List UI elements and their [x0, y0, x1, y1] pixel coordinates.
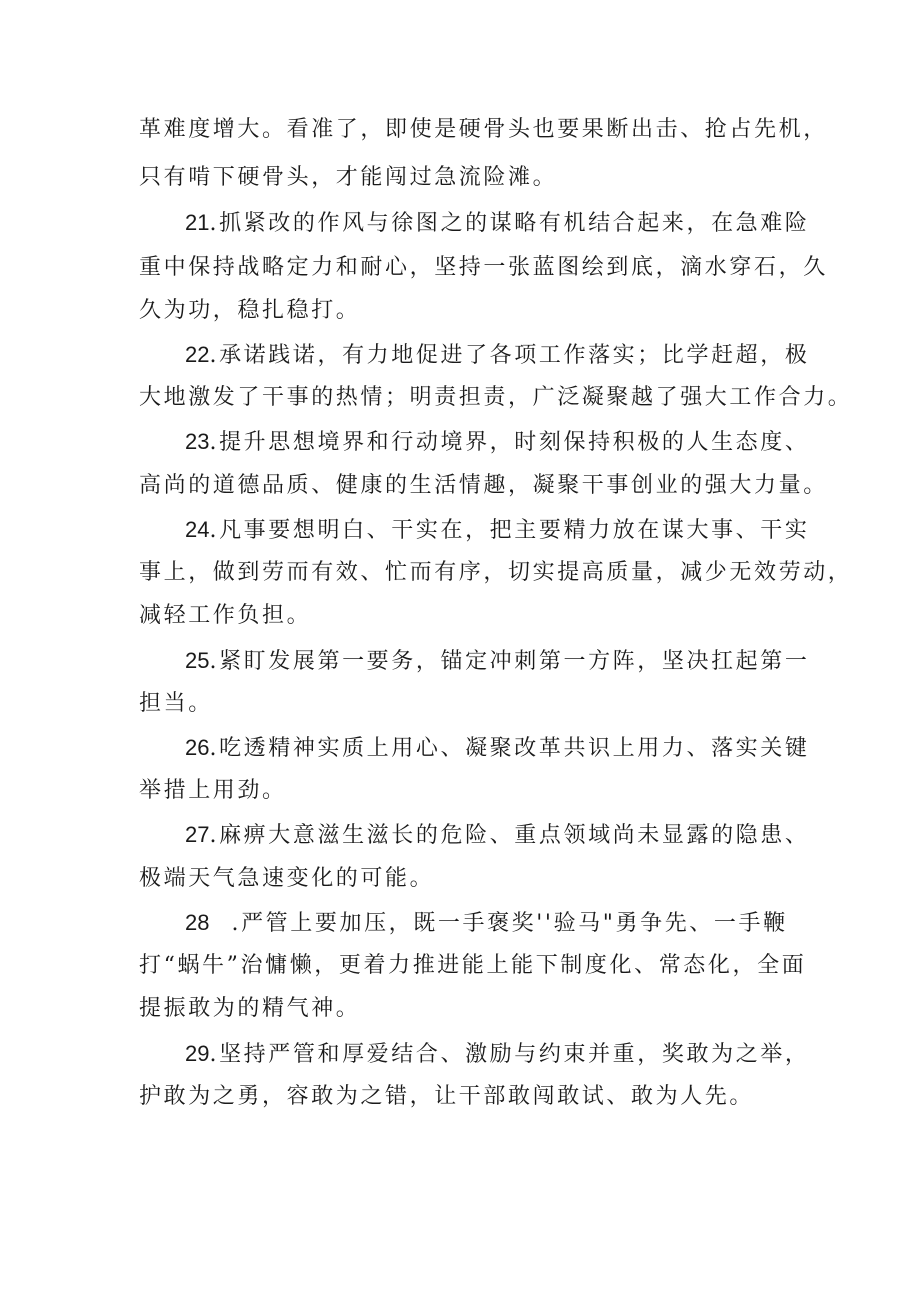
paragraph-line: 减轻工作负担。 [139, 603, 312, 628]
paragraph-line: 重中保持战略定力和耐心，坚持一张蓝图绘到底，滴水穿石，久 [139, 255, 828, 280]
item-number: 26 [185, 735, 210, 760]
paragraph-line: 打“蜗牛”治慵懒，更着力推进能上能下制度化、常态化，全面 [139, 953, 807, 978]
paragraph-text: .坚持严管和厚爱结合、激励与约束并重，奖敢为之举， [209, 1042, 810, 1067]
item-number: 27 [185, 822, 210, 847]
paragraph-first-line [185, 820, 809, 851]
item-number: 29 [185, 1041, 210, 1066]
paragraph-first-line [185, 908, 788, 939]
item-number: 25 [185, 648, 210, 673]
paragraph-line: 护敢为之勇，容敢为之错，让干部敢闯敢试、敢为人先。 [139, 1084, 755, 1109]
paragraph-text: .吃透精神实质上用心、凝聚改革共识上用力、落实关键 [209, 736, 810, 761]
paragraph-first-line [185, 340, 809, 371]
item-number: 21 [185, 210, 210, 235]
paragraph-first-line [185, 646, 809, 677]
paragraph-text: .麻痹大意滋生滋长的危险、重点领域尚未显露的隐患、 [209, 823, 810, 848]
paragraph-text: .承诺践诺，有力地促进了各项工作落实；比学赶超，极 [209, 343, 810, 368]
paragraph-first-line [185, 427, 809, 458]
paragraph-line: 久为功，稳扎稳打。 [139, 298, 361, 323]
paragraph-text: .提升思想境界和行动境界，时刻保持积极的人生态度、 [209, 430, 810, 455]
paragraph-first-line [185, 208, 809, 239]
paragraph-line: 事上，做到劳而有效、忙而有序，切实提高质量，减少无效劳动， [139, 560, 853, 585]
paragraph-text: .紧盯发展第一要务，锚定冲刺第一方阵，坚决扛起第一 [209, 649, 810, 674]
paragraph-line: 提振敢为的精气神。 [139, 996, 361, 1021]
paragraph-text: .凡事要想明白、干实在，把主要精力放在谋大事、干实 [209, 518, 810, 543]
paragraph-text: .严管上要加压，既一手褒奖''验马"勇争先、一手鞭 [231, 911, 788, 936]
paragraph-line: 高尚的道德品质、健康的生活情趣，凝聚干事创业的强大力量。 [139, 473, 828, 498]
item-number: 22 [185, 342, 210, 367]
paragraph-first-line [185, 515, 809, 546]
item-number: 24 [185, 517, 210, 542]
item-number: 23 [185, 429, 210, 454]
paragraph-line: 举措上用劲。 [139, 778, 287, 803]
paragraph-line: 只有啃下硬骨头，才能闯过急流险滩。 [139, 165, 558, 190]
paragraph-line: 极端天气急速变化的可能。 [139, 866, 435, 891]
paragraph-first-line [185, 733, 809, 764]
paragraph-line: 大地激发了干事的热情；明责担责，广泛凝聚越了强大工作合力。 [139, 385, 853, 410]
paragraph-line: 担当。 [139, 691, 213, 716]
item-number: 28 [185, 910, 210, 935]
paragraph-text: .抓紧改的作风与徐图之的谋略有机结合起来，在急难险 [209, 211, 810, 236]
paragraph-line: 革难度增大。看准了，即使是硬骨头也要果断出击、抢占先机， [139, 117, 828, 142]
paragraph-first-line [185, 1039, 809, 1070]
